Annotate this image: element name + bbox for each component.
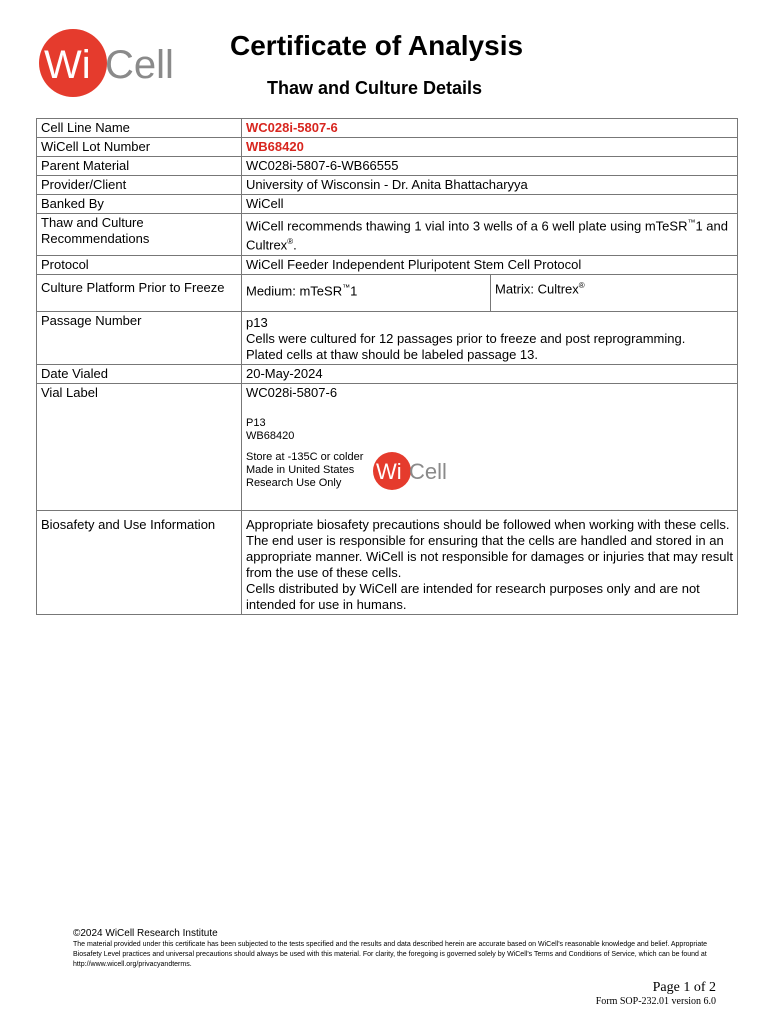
- biosafety-text-1: Appropriate biosafety precautions should be followed when working with these cells. The end user is responsible for ensuring that the cells are handled and stored in an appropriate manner. WiCell is not responsible for damages or injuries that may result from the use of these cells.: [246, 516, 734, 580]
- label-banked-by: Banked By: [37, 195, 242, 214]
- table-row: [37, 176, 738, 195]
- label-vial-label: Vial Label: [37, 383, 242, 510]
- table-row: [37, 138, 738, 157]
- logo-wi: Wi: [44, 43, 91, 87]
- value-lot-number: WB68420: [242, 138, 738, 157]
- label-parent-material: Parent Material: [37, 157, 242, 176]
- passage-note-1: Cells were cultured for 12 passages prior to freeze and post reprogramming.: [246, 330, 686, 346]
- footer-copyright: ©2024 WiCell Research Institute: [73, 928, 218, 939]
- value-biosafety: [242, 510, 738, 614]
- biosafety-text-2: Cells distributed by WiCell are intended for research purposes only and are not intended for use in humans.: [246, 580, 700, 612]
- vial-line-3: WB68420: [246, 429, 295, 442]
- label-lot-number: WiCell Lot Number: [37, 138, 242, 157]
- footer-fine-print: The material provided under this certificate has been subjected to the tests specified and the results and data described herein are accurate based on WiCell's reasonable knowledge and belief. Appropriate Biosafety Level practices and universal precautions should always be used with this material. For clarity, the foregoing is governed solely by WiCell's Terms and Conditions of Service, which can be found at http://www.wicell.org/privacyandterms.: [73, 941, 708, 968]
- value-cell-line-name: WC028i-5807-6: [242, 119, 738, 138]
- label-date-vialed: Date Vialed: [37, 364, 242, 383]
- table-row: [37, 383, 738, 510]
- vial-line-2: P13: [246, 416, 266, 429]
- table-row: [37, 510, 738, 614]
- label-culture-platform: Culture Platform Prior to Freeze: [37, 274, 242, 311]
- label-biosafety: Biosafety and Use Information: [37, 510, 242, 614]
- wicell-logo: [38, 28, 178, 98]
- label-thaw: Thaw and Culture Recommendations: [37, 214, 242, 256]
- table-row: [37, 364, 738, 383]
- passage-note-2: Plated cells at thaw should be labeled passage 13.: [246, 346, 538, 362]
- table-row: [37, 157, 738, 176]
- details-table: [36, 118, 738, 615]
- value-provider: University of Wisconsin - Dr. Anita Bhattacharyya: [242, 176, 738, 195]
- table-row: [37, 274, 738, 311]
- table-row: [37, 311, 738, 364]
- passage-number: p13: [246, 314, 268, 330]
- value-passage: [242, 311, 738, 364]
- vial-research: Research Use Only: [246, 477, 342, 490]
- value-banked-by: WiCell: [242, 195, 738, 214]
- vial-label-footer: [246, 451, 733, 509]
- label-provider: Provider/Client: [37, 176, 242, 195]
- value-parent-material: WC028i-5807-6-WB66555: [242, 157, 738, 176]
- value-vial-label: [242, 383, 738, 510]
- table-row: [37, 195, 738, 214]
- value-culture-platform: [242, 274, 738, 311]
- table-row: [37, 119, 738, 138]
- table-row: [37, 214, 738, 256]
- page-subtitle: Thaw and Culture Details: [267, 78, 483, 98]
- table-row: [37, 255, 738, 274]
- culture-medium: Medium: mTeSR™1: [242, 275, 491, 311]
- value-thaw: WiCell recommends thawing 1 vial into 3 wells of a 6 well plate using mTeSR™1 and Cultrex®.: [242, 214, 738, 256]
- form-number: Form SOP-232.01 version 6.0: [595, 996, 716, 1007]
- page-number: Page 1 of 2: [652, 980, 716, 995]
- wicell-mini-logo: [371, 451, 449, 491]
- label-passage: Passage Number: [37, 311, 242, 364]
- label-cell-line-name: Cell Line Name: [37, 119, 242, 138]
- culture-matrix: Matrix: Cultrex®: [495, 280, 585, 296]
- svg-text:Cell: Cell: [409, 458, 448, 484]
- vial-made: Made in United States: [246, 464, 355, 477]
- vial-store: Store at -135C or colder: [246, 451, 364, 464]
- value-protocol: WiCell Feeder Independent Pluripotent Stem Cell Protocol: [242, 255, 738, 274]
- vial-line-1: WC028i-5807-6: [246, 384, 338, 400]
- page-title: Certificate of Analysis: [230, 30, 524, 61]
- label-protocol: Protocol: [37, 255, 242, 274]
- logo-cell: Cell: [105, 43, 174, 87]
- svg-text:Wi: Wi: [376, 458, 403, 484]
- value-date-vialed: 20-May-2024: [242, 364, 738, 383]
